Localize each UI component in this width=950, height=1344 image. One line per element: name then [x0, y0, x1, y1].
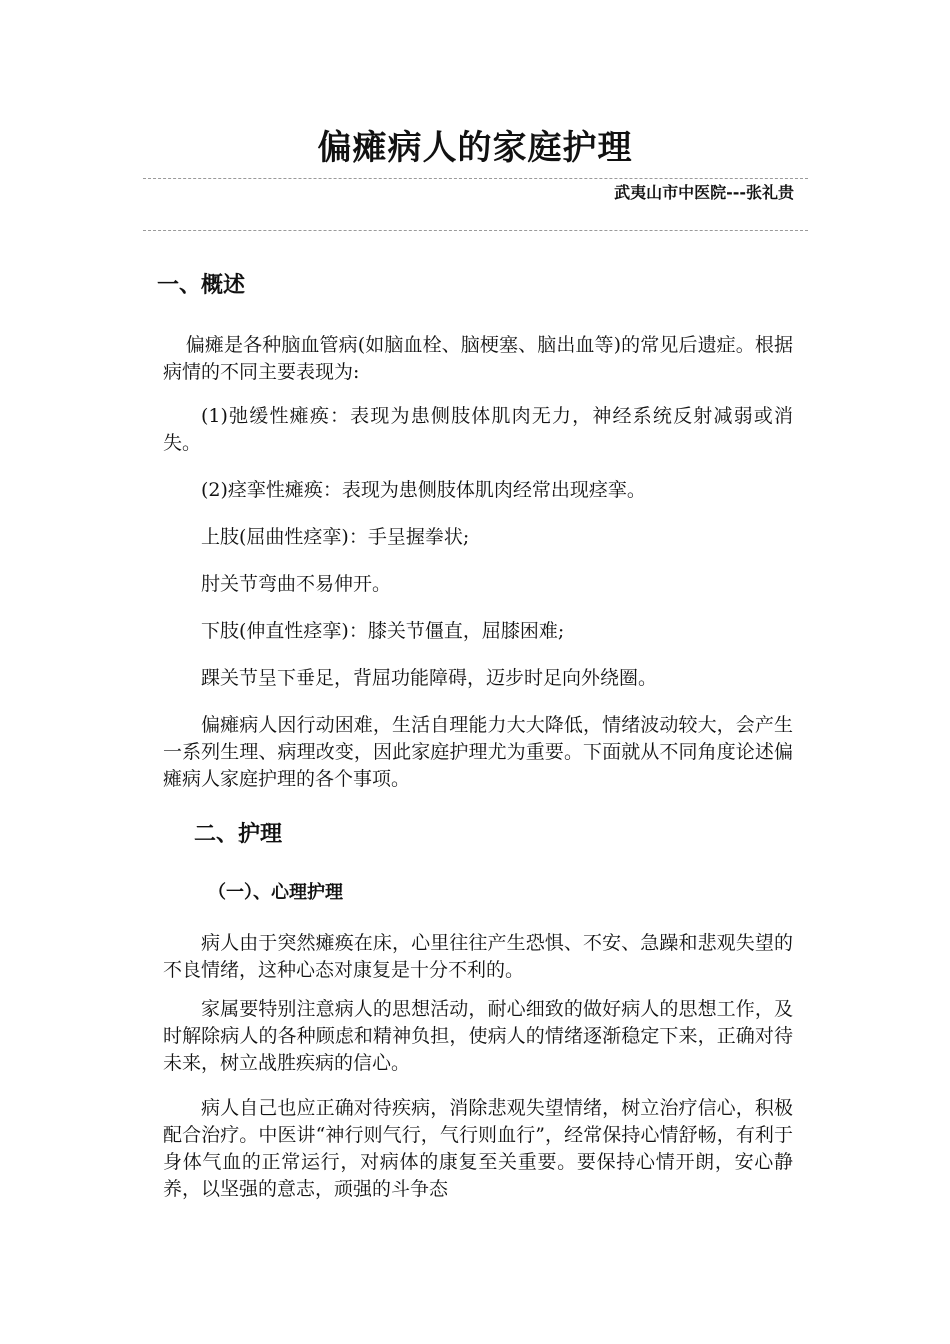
section-heading-care: 二、护理: [194, 822, 283, 847]
paragraph: 家属要特别注意病人的思想活动，耐心细致的做好病人的思想工作，及时解除病人的各种顾虑和精神负担，使病人的情绪逐渐稳定下来，正确对待未来，树立战胜疾病的信心。: [163, 998, 793, 1074]
paragraph: (1)弛缓性瘫痪：表现为患侧肢体肌肉无力，神经系统反射减弱或消失。: [163, 405, 793, 454]
subsection-heading-psychological-care: （一）、心理护理: [208, 882, 343, 903]
section-heading-overview: 一、概述: [157, 273, 246, 298]
paragraph: (2)痉挛性瘫痪：表现为患侧肢体肌肉经常出现痉挛。: [201, 479, 646, 501]
paragraph: 病人由于突然瘫痪在床，心里往往产生恐惧、不安、急躁和悲观失望的不良情绪，这种心态对康复是十分不利的。: [163, 932, 793, 981]
paragraph: 偏瘫病人因行动困难，生活自理能力大大降低，情绪波动较大，会产生一系列生理、病理改变，因此家庭护理尤为重要。下面就从不同角度论述偏瘫病人家庭护理的各个事项。: [163, 714, 793, 790]
paragraph: 上肢(屈曲性痉挛)：手呈握拳状;: [201, 526, 470, 548]
paragraph: 肘关节弯曲不易伸开。: [201, 573, 392, 595]
dashed-divider-bottom: [143, 230, 808, 231]
document-title: 偏瘫病人的家庭护理: [317, 128, 633, 168]
paragraph: 下肢(伸直性痉挛)：膝关节僵直，屈膝困难;: [201, 620, 565, 642]
paragraph: 偏瘫是各种脑血管病(如脑血栓、脑梗塞、脑出血等)的常见后遗症。根据病情的不同主要表现为:: [163, 334, 793, 383]
paragraph: 踝关节呈下垂足，背屈功能障碍，迈步时足向外绕圈。: [201, 667, 658, 689]
document-author: 武夷山市中医院---张礼贵: [614, 183, 794, 202]
paragraph: 病人自己也应正确对待疾病，消除悲观失望情绪，树立治疗信心，积极配合治疗。中医讲“神行则气行，气行则血行”，经常保持心情舒畅，有利于身体气血的正常运行，对病体的康复至关重要。要保持心情开朗，安心静养，以坚强的意志，顽强的斗争态: [163, 1097, 793, 1200]
dashed-divider-top: [143, 178, 808, 179]
